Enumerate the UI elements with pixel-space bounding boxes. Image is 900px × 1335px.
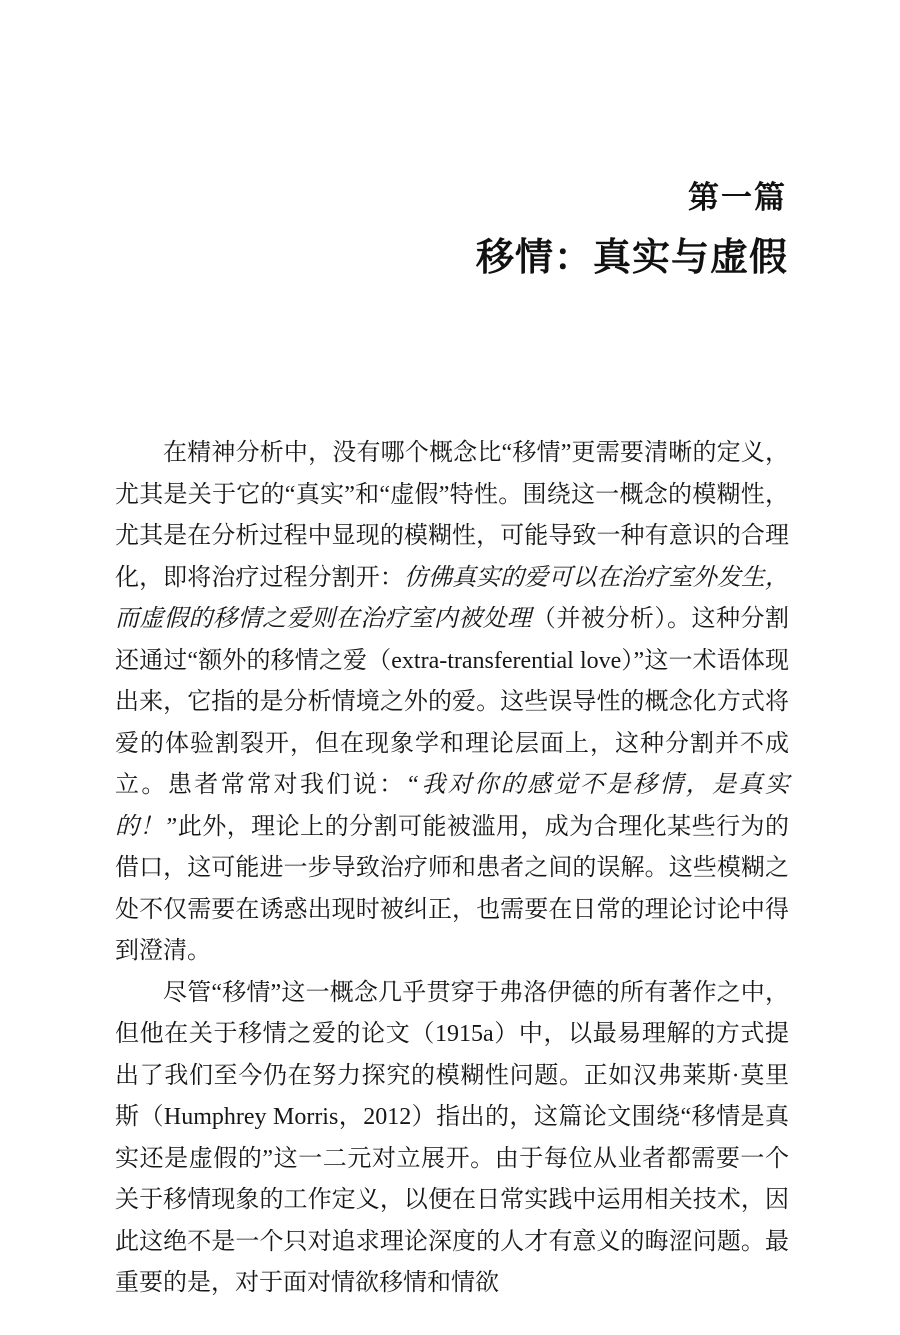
paragraph-1 [115,433,789,973]
paragraph-2 [115,973,789,1305]
text-segment: 此外，理论上的分割可能被滥用，成为合理化某些行为的借口，这可能进一步导致治疗师和患者之间的误解。这些模糊之处不仅需要在诱惑出现时被纠正，也需要在日常的理论讨论中得到澄清。 [115,813,789,964]
text-segment-kai-emphasis: 仿佛真实的爱可以在治疗室外发生，而虚假的移情之爱则在治疗室内被处理 [115,564,790,632]
text-segment: 在精神分析中，没有哪个概念比“移情”更需要清晰的定义，尤其是关于它的“真实”和“虚假”特性。围绕这一概念的模糊性，尤其是在分析过程中显现的模糊性，可能导致一种有意识的合理化，即将治疗过程分割开： [115,440,789,591]
part-label: 第一篇 [688,180,787,215]
chapter-title: 移情：真实与虚假 [475,237,788,279]
text-segment: 尽管“移情”这一概念几乎贯穿于弗洛伊德的所有著作之中，但他在关于移情之爱的论文（1915a）中，以最易理解的方式提出了我们至今仍在努力探究的模糊性问题。正如汉弗莱斯·莫里斯（Humphrey Morris，2012）指出的，这篇论文围绕“移情是真实还是虚假的”这一二元对立展开。由于每位从业者都需要一个关于移情现象的工作定义，以便在日常实践中运用相关技术，因此这绝不是一个只对追求理论深度的人才有意义的晦涩问题。最重要的是，对于面对情欲移情和情欲 [115,979,789,1296]
text-segment-kai-emphasis: “我对你的感觉不是移情，是真实的！” [115,772,789,840]
text-segment: （并被分析）。这种分割还通过“额外的移情之爱（extra-transferential love）”这一术语体现出来，它指的是分析情境之外的爱。这些误导性的概念化方式将爱的体验割裂开，但在现象学和理论层面上，这种分割并不成立。患者常常对我们说： [115,606,790,798]
body-text [115,433,789,1305]
